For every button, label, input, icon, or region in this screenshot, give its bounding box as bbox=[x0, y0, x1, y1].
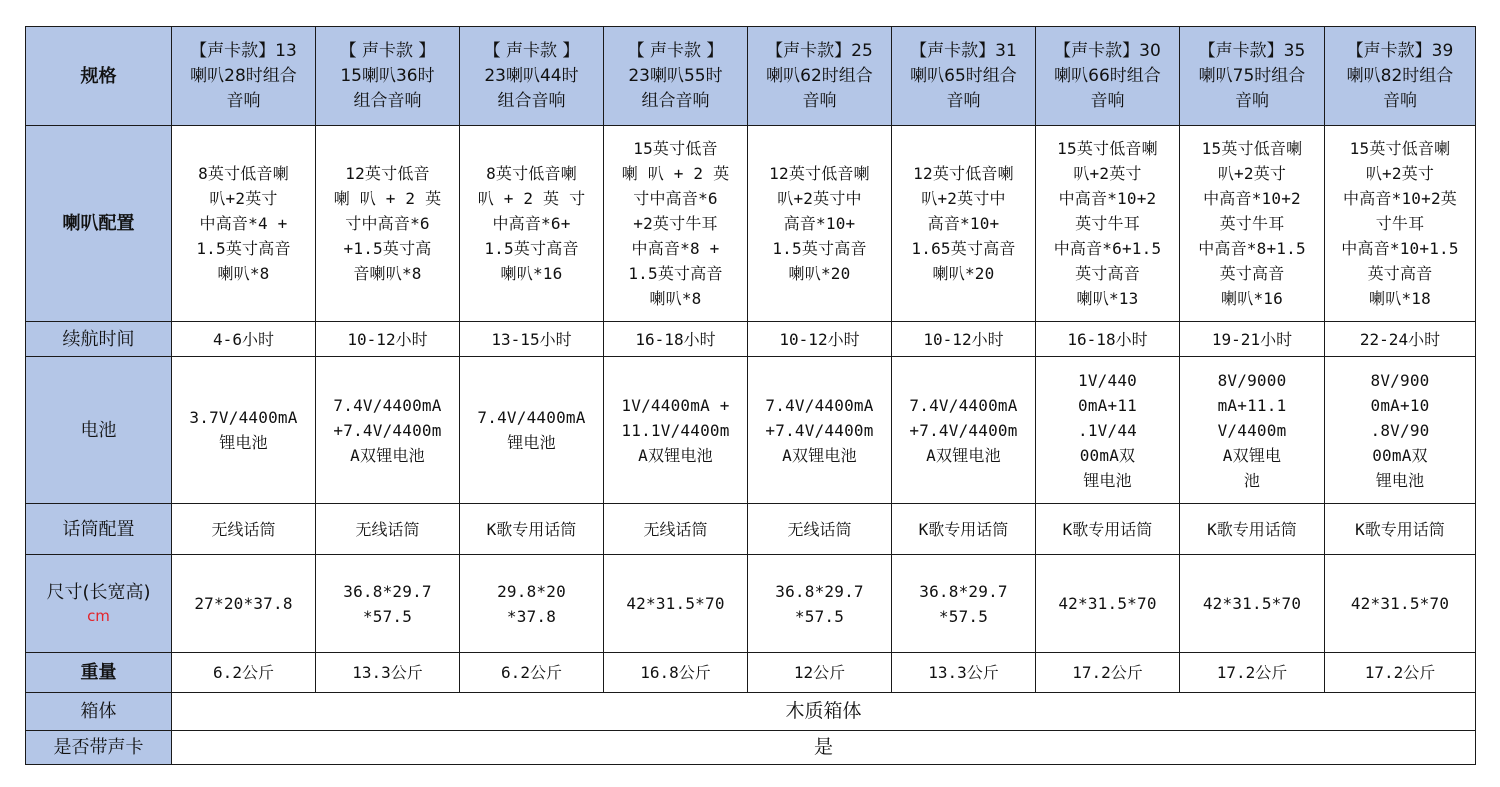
size-cell: 29.8*20 *37.8 bbox=[460, 555, 604, 653]
battery-life-cell: 16-18小时 bbox=[604, 322, 748, 357]
speaker-config-cell: 15英寸低音喇 叭+2英寸 中高音*10+2 英寸牛耳 中高音*6+1.5 英寸高音 喇叭*13 bbox=[1036, 126, 1180, 322]
weight-cell: 16.8公斤 bbox=[604, 653, 748, 693]
battery-cell: 7.4V/4400mA +7.4V/4400m A双锂电池 bbox=[892, 357, 1036, 504]
model-header: 【声卡款】25 喇叭62时组合 音响 bbox=[748, 27, 892, 126]
weight-cell: 12公斤 bbox=[748, 653, 892, 693]
size-unit-text: cm bbox=[87, 607, 110, 625]
size-cell: 42*31.5*70 bbox=[1036, 555, 1180, 653]
speaker-config-cell: 12英寸低音喇 叭+2英寸中 高音*10+ 1.65英寸高音 喇叭*20 bbox=[892, 126, 1036, 322]
model-header: 【 声卡款 】 15喇叭36时 组合音响 bbox=[316, 27, 460, 126]
microphone-cell: K歌专用话筒 bbox=[1036, 504, 1180, 555]
speaker-config-cell: 12英寸低音 喇 叭 + 2 英 寸中高音*6 +1.5英寸高 音喇叭*8 bbox=[316, 126, 460, 322]
model-header: 【 声卡款 】 23喇叭55时 组合音响 bbox=[604, 27, 748, 126]
weight-cell: 17.2公斤 bbox=[1180, 653, 1325, 693]
row-label-weight: 重量 bbox=[26, 653, 172, 693]
model-header: 【声卡款】35 喇叭75时组合 音响 bbox=[1180, 27, 1325, 126]
battery-life-cell: 10-12小时 bbox=[748, 322, 892, 357]
weight-cell: 6.2公斤 bbox=[460, 653, 604, 693]
microphone-cell: 无线话筒 bbox=[748, 504, 892, 555]
battery-life-cell: 19-21小时 bbox=[1180, 322, 1325, 357]
size-cell: 42*31.5*70 bbox=[604, 555, 748, 653]
speaker-config-cell: 8英寸低音喇 叭+2英寸 中高音*4 + 1.5英寸高音 喇叭*8 bbox=[172, 126, 316, 322]
size-cell: 42*31.5*70 bbox=[1180, 555, 1325, 653]
microphone-cell: 无线话筒 bbox=[604, 504, 748, 555]
battery-cell: 8V/9000 mA+11.1 V/4400m A双锂电 池 bbox=[1180, 357, 1325, 504]
cabinet-row bbox=[26, 693, 1476, 731]
microphone-cell: 无线话筒 bbox=[316, 504, 460, 555]
battery-life-cell: 22-24小时 bbox=[1325, 322, 1476, 357]
size-cell: 27*20*37.8 bbox=[172, 555, 316, 653]
microphone-cell: K歌专用话筒 bbox=[460, 504, 604, 555]
model-header: 【声卡款】31 喇叭65时组合 音响 bbox=[892, 27, 1036, 126]
microphone-cell: 无线话筒 bbox=[172, 504, 316, 555]
speaker-config-cell: 15英寸低音 喇 叭 + 2 英 寸中高音*6 +2英寸牛耳 中高音*8 + 1.5英寸高音 喇叭*8 bbox=[604, 126, 748, 322]
spec-table-wrapper bbox=[25, 26, 1476, 765]
row-label-cabinet: 箱体 bbox=[26, 693, 172, 731]
weight-cell: 17.2公斤 bbox=[1036, 653, 1180, 693]
model-header: 【声卡款】39 喇叭82时组合 音响 bbox=[1325, 27, 1476, 126]
row-label-battery-life: 续航时间 bbox=[26, 322, 172, 357]
battery-cell: 3.7V/4400mA 锂电池 bbox=[172, 357, 316, 504]
battery-cell: 7.4V/4400mA 锂电池 bbox=[460, 357, 604, 504]
battery-life-row bbox=[26, 322, 1476, 357]
battery-row bbox=[26, 357, 1476, 504]
speaker-config-cell: 12英寸低音喇 叭+2英寸中 高音*10+ 1.5英寸高音 喇叭*20 bbox=[748, 126, 892, 322]
header-label: 规格 bbox=[26, 27, 172, 126]
size-label-text: 尺寸(长宽高) bbox=[46, 582, 151, 603]
microphone-row bbox=[26, 504, 1476, 555]
battery-life-cell: 10-12小时 bbox=[316, 322, 460, 357]
row-label-speaker-config: 喇叭配置 bbox=[26, 126, 172, 322]
speaker-config-cell: 15英寸低音喇 叭+2英寸 中高音*10+2 英寸牛耳 中高音*8+1.5 英寸高音 喇叭*16 bbox=[1180, 126, 1325, 322]
battery-life-cell: 10-12小时 bbox=[892, 322, 1036, 357]
weight-cell: 6.2公斤 bbox=[172, 653, 316, 693]
speaker-config-row bbox=[26, 126, 1476, 322]
row-label-sound-card: 是否带声卡 bbox=[26, 731, 172, 765]
weight-cell: 17.2公斤 bbox=[1325, 653, 1476, 693]
size-cell: 36.8*29.7 *57.5 bbox=[892, 555, 1036, 653]
microphone-cell: K歌专用话筒 bbox=[1180, 504, 1325, 555]
battery-life-cell: 13-15小时 bbox=[460, 322, 604, 357]
battery-cell: 1V/4400mA + 11.1V/4400m A双锂电池 bbox=[604, 357, 748, 504]
battery-life-cell: 4-6小时 bbox=[172, 322, 316, 357]
row-label-battery: 电池 bbox=[26, 357, 172, 504]
row-label-size bbox=[26, 555, 172, 653]
size-cell: 36.8*29.7 *57.5 bbox=[748, 555, 892, 653]
speaker-config-cell: 15英寸低音喇 叭+2英寸 中高音*10+2英 寸牛耳 中高音*10+1.5 英寸高音 喇叭*18 bbox=[1325, 126, 1476, 322]
battery-cell: 8V/900 0mA+10 .8V/90 00mA双 锂电池 bbox=[1325, 357, 1476, 504]
size-cell: 42*31.5*70 bbox=[1325, 555, 1476, 653]
microphone-cell: K歌专用话筒 bbox=[892, 504, 1036, 555]
header-row bbox=[26, 27, 1476, 126]
spec-table bbox=[25, 26, 1476, 765]
weight-row bbox=[26, 653, 1476, 693]
battery-cell: 7.4V/4400mA +7.4V/4400m A双锂电池 bbox=[748, 357, 892, 504]
cabinet-value: 木质箱体 bbox=[172, 693, 1476, 731]
speaker-config-cell: 8英寸低音喇 叭 + 2 英 寸 中高音*6+ 1.5英寸高音 喇叭*16 bbox=[460, 126, 604, 322]
weight-cell: 13.3公斤 bbox=[316, 653, 460, 693]
model-header: 【声卡款】30 喇叭66时组合 音响 bbox=[1036, 27, 1180, 126]
battery-cell: 7.4V/4400mA +7.4V/4400m A双锂电池 bbox=[316, 357, 460, 504]
battery-cell: 1V/440 0mA+11 .1V/44 00mA双 锂电池 bbox=[1036, 357, 1180, 504]
battery-life-cell: 16-18小时 bbox=[1036, 322, 1180, 357]
sound-card-row bbox=[26, 731, 1476, 765]
size-cell: 36.8*29.7 *57.5 bbox=[316, 555, 460, 653]
model-header: 【声卡款】13 喇叭28时组合 音响 bbox=[172, 27, 316, 126]
model-header: 【 声卡款 】 23喇叭44时 组合音响 bbox=[460, 27, 604, 126]
weight-cell: 13.3公斤 bbox=[892, 653, 1036, 693]
microphone-cell: K歌专用话筒 bbox=[1325, 504, 1476, 555]
sound-card-value: 是 bbox=[172, 731, 1476, 765]
row-label-microphone: 话筒配置 bbox=[26, 504, 172, 555]
size-row bbox=[26, 555, 1476, 653]
